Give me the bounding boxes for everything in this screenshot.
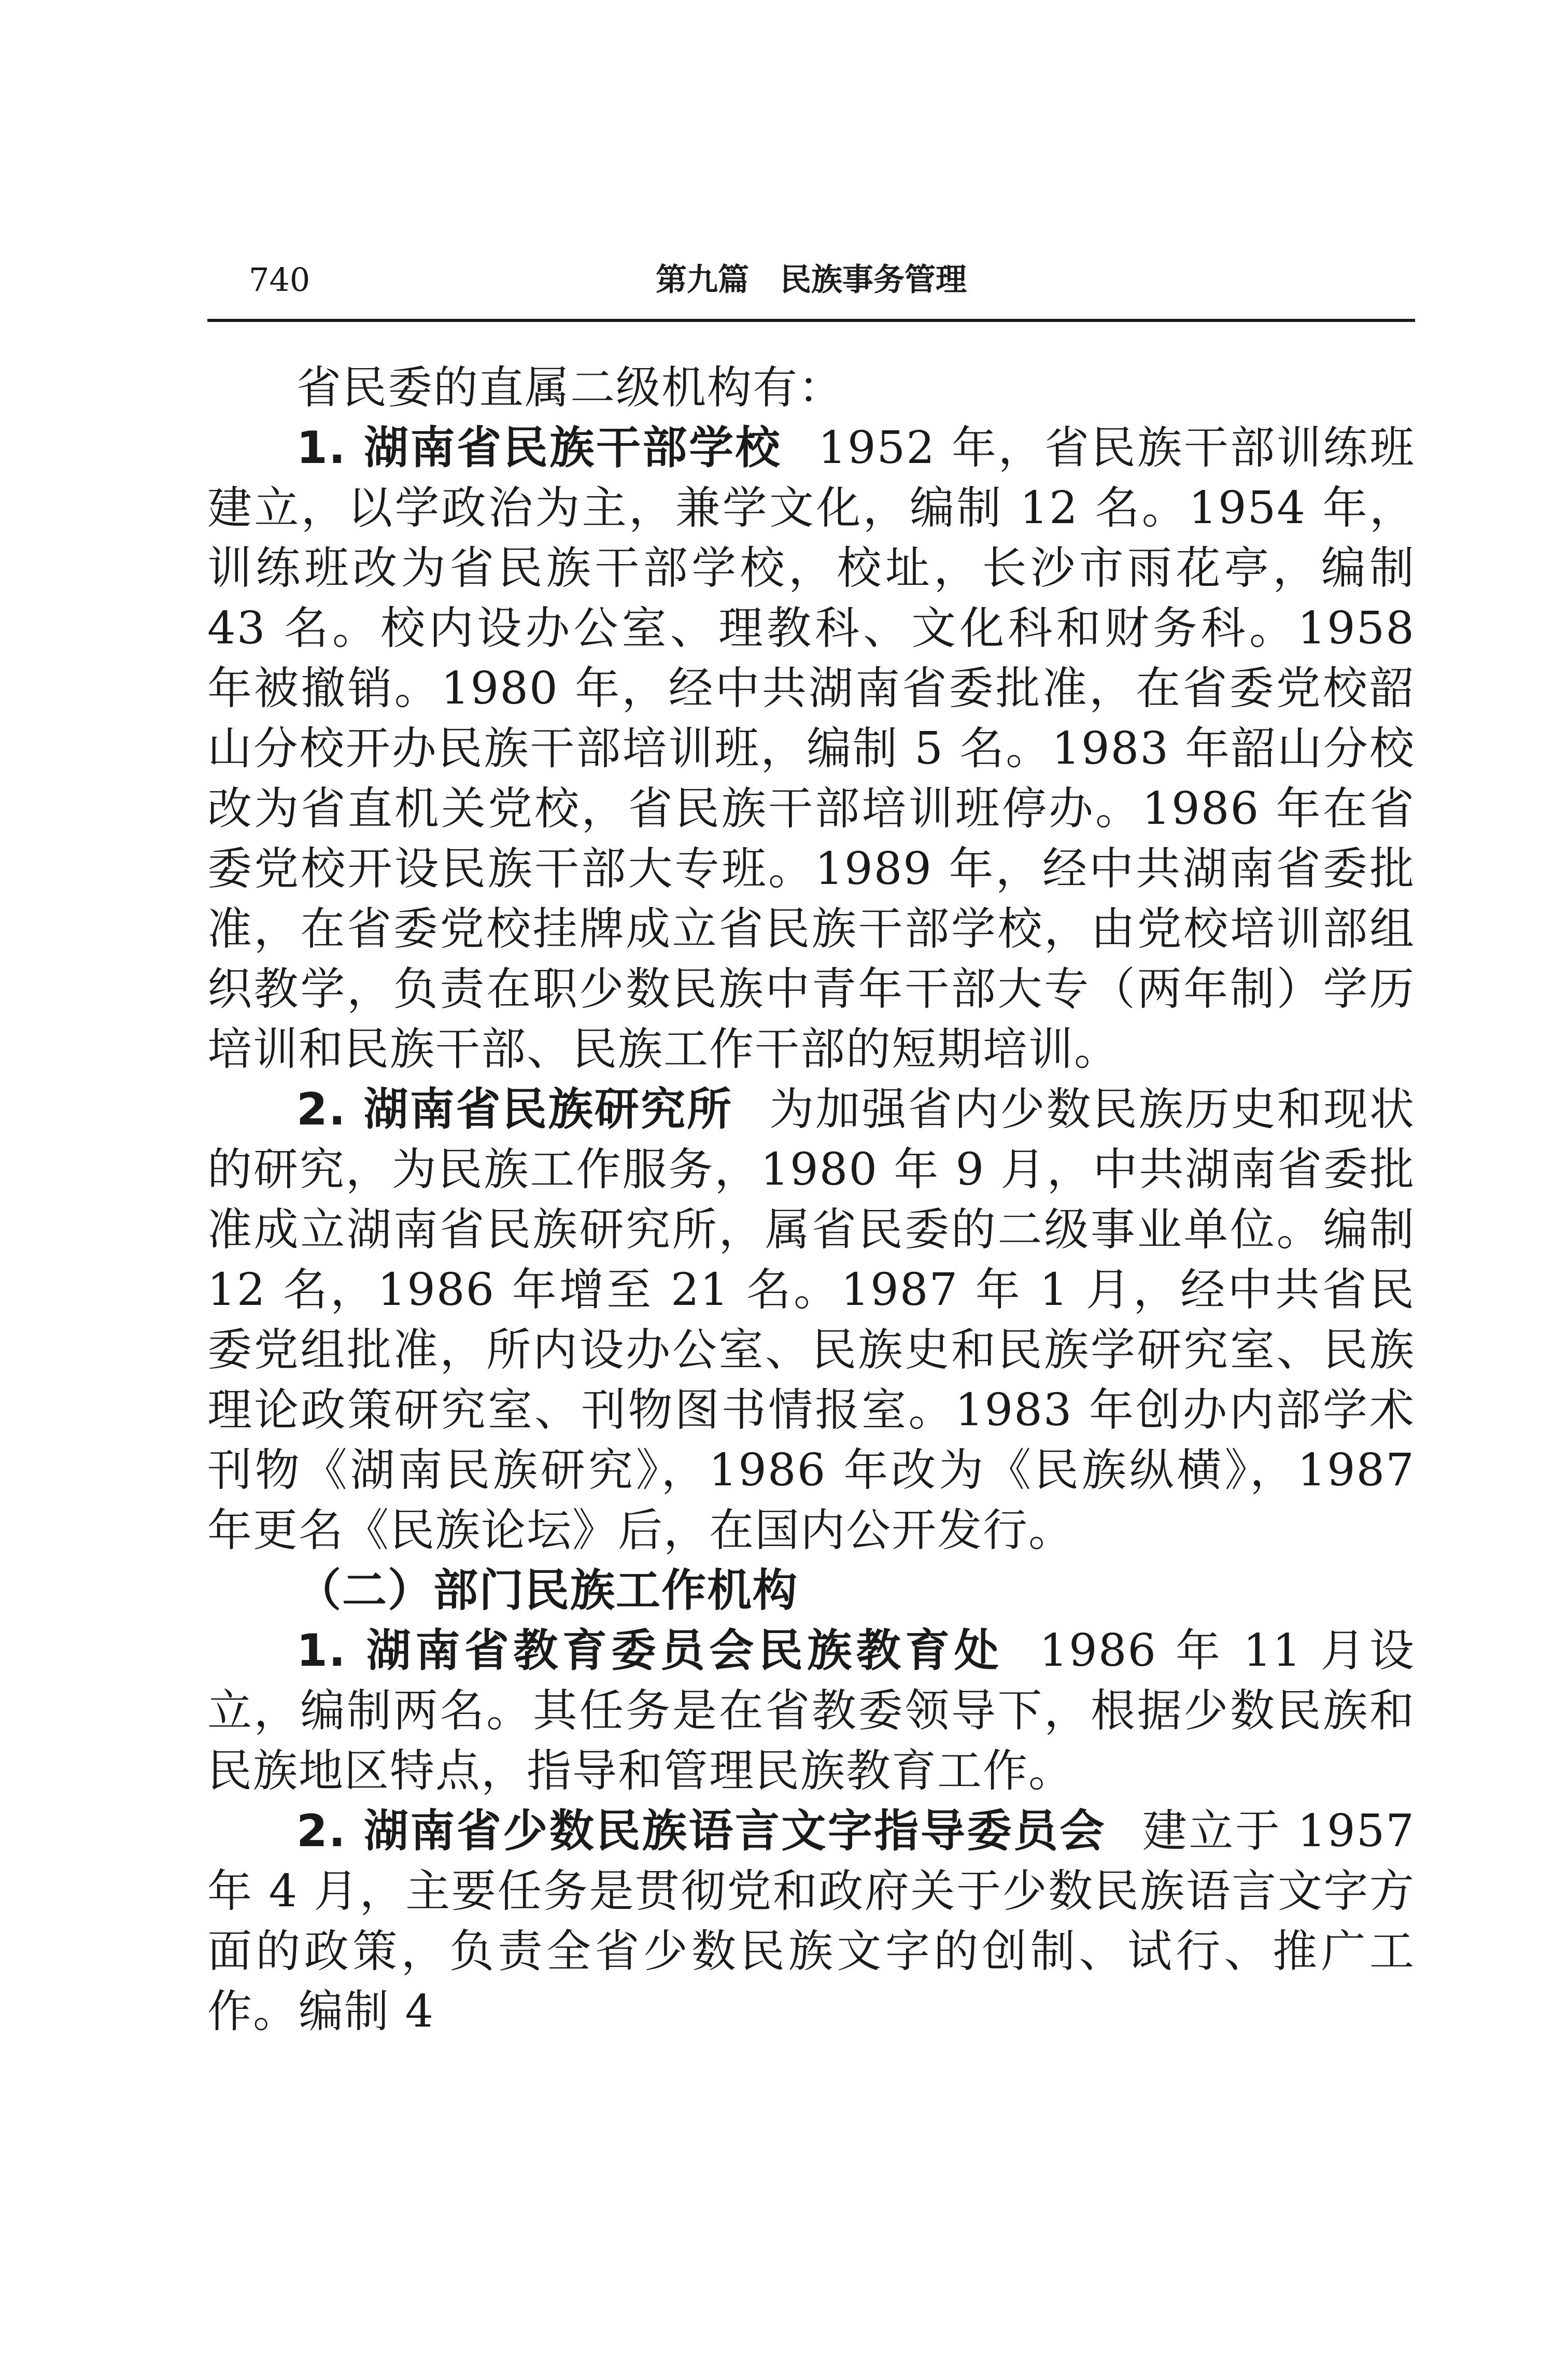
heading-education-office: 1. 湖南省教育委员会民族教育处	[296, 1625, 1004, 1677]
heading-research-institute: 2. 湖南省民族研究所	[296, 1084, 733, 1135]
body-education-office: 1986 年 11 月设立，编制两名。其任务是在省教委领导下，根据少数民族和民族地区特点，指导和管理民族教育工作。	[207, 1625, 1416, 1797]
intro-paragraph	[207, 358, 1415, 418]
page-body	[207, 358, 1415, 2042]
body-language-committee: 建立于 1957 年 4 月，主要任务是贯彻党和政府关于少数民族语言文字方面的政策，负责全省少数民族文字的创制、试行、推广工作。编制 4	[207, 1805, 1415, 2037]
heading-department-section: （二）部门民族工作机构	[296, 1565, 798, 1616]
page-number: 740	[249, 261, 310, 299]
body-research-institute: 为加强省内少数民族历史和现状的研究，为民族工作服务，1980 年 9 月，中共湖南省委批准成立湖南省民族研究所，属省民委的二级事业单位。编制 12 名，1986 年增至 21 名。1987 年 1 月，经中共省民委党组批准，所内设办公室、民族史和民族学研究室、民族理论政策研究室、刊物图书情报室。1983 年创办内部学术刊物《湖南民族研究》，1986 年改为《民族纵横》，1987 年更名《民族论坛》后，在国内公开发行。	[207, 1084, 1416, 1556]
heading-cadre-school: 1. 湖南省民族干部学校	[296, 422, 782, 474]
paragraph-department-section	[207, 1560, 1415, 1621]
section-title: 第九篇 民族事务管理	[656, 262, 967, 298]
paragraph-research-institute	[207, 1079, 1415, 1560]
page-header	[207, 251, 1415, 308]
intro-text: 省民委的直属二级机构有：	[296, 362, 844, 414]
paragraph-cadre-school	[207, 418, 1415, 1079]
heading-language-committee: 2. 湖南省少数民族语言文字指导委员会	[296, 1805, 1106, 1857]
paragraph-education-office	[207, 1621, 1415, 1801]
paragraph-language-committee	[207, 1801, 1415, 2042]
body-cadre-school: 1952 年，省民族干部训练班建立，以学政治为主，兼学文化，编制 12 名。1954 年，训练班改为省民族干部学校，校址，长沙市雨花亭，编制 43 名。校内设办公室、理教科、文化科和财务科。1958 年被撤销。1980 年，经中共湖南省委批准，在省委党校韶山分校开办民族干部培训班，编制 5 名。1983 年韶山分校改为省直机关党校，省民族干部培训班停办。1986 年在省委党校开设民族干部大专班。1989 年，经中共湖南省委批准，在省委党校挂牌成立省民族干部学校，由党校培训部组织教学，负责在职少数民族中青年干部大专（两年制）学历培训和民族干部、民族工作干部的短期培训。	[207, 422, 1415, 1075]
header-rule	[207, 319, 1415, 322]
